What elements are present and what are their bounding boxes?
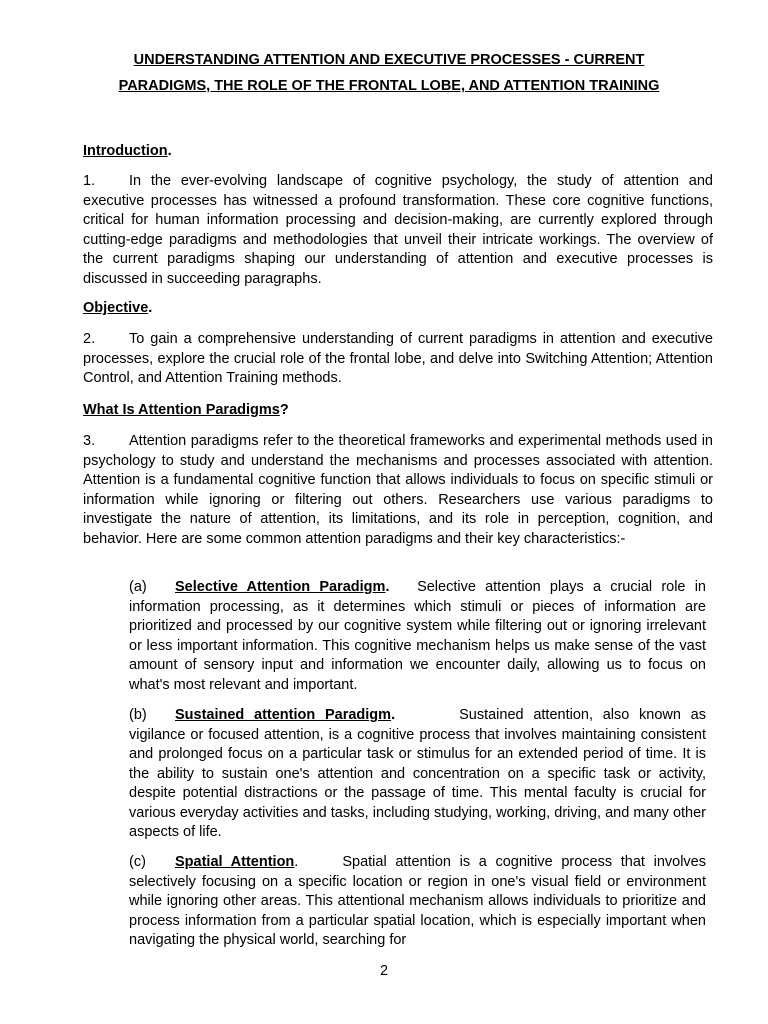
paragraph-3-text: Attention paradigms refer to the theoretical frameworks and experimental methods used in psychology to study and understand the mechanisms and processes associated with attention. Attention is a fundamental cognitive function that allows individuals to focus on specific stimuli or information while ignoring or filtering out others. Researchers use various paradigms to investigate the nature of attention, its limitations, and its role in perception, cognition, and behavior. Here are some common attention paradigms and their key characteristics:- bbox=[83, 433, 713, 547]
paragraph-3-number: 3. bbox=[83, 433, 96, 449]
objective-heading-text: Objective bbox=[83, 300, 149, 316]
paragraph-2-number: 2. bbox=[83, 331, 96, 347]
sub-item-b-text: Sustained attention, also known as vigilance or focused attention, is a cognitive process that involves maintaining consistent and prolonged focus on a particular task or stimulus for an extended period of time. It is the ability to sustain one's attention and concentration on a specific task or activity, despite potential distractions or the passage of time. This mental faculty is crucial for various everyday activities and tasks, including studying, working, driving, and many other aspects of life. bbox=[129, 707, 706, 840]
introduction-heading-punct: . bbox=[167, 143, 172, 159]
sub-item-c-punct: . bbox=[294, 854, 299, 870]
sub-item-a-heading: Selective Attention Paradigm bbox=[175, 579, 386, 595]
paradigms-heading bbox=[83, 402, 289, 418]
sub-item-c bbox=[129, 853, 706, 951]
objective-heading-punct: . bbox=[148, 300, 153, 316]
sub-item-b bbox=[129, 706, 706, 843]
document-title-line-1: UNDERSTANDING ATTENTION AND EXECUTIVE PROCESSES - CURRENT bbox=[133, 52, 645, 68]
sub-item-c-label: (c) bbox=[129, 854, 146, 870]
page-number: 2 bbox=[379, 963, 389, 979]
paragraph-1-text: In the ever-evolving landscape of cognitive psychology, the study of attention and executive processes has witnessed a profound transformation. These core cognitive functions, critical for human information processing and decision-making, are currently explored through cutting-edge paradigms and methodologies that unveil their intricate workings. The overview of the current paradigms shaping our understanding of attention and executive processes is discussed in succeeding paragraphs. bbox=[83, 173, 713, 287]
sub-item-b-label: (b) bbox=[129, 707, 147, 723]
sub-item-a-text: Selective attention plays a crucial role in information processing, as it determines which stimuli or pieces of information are prioritized and processed by our cognitive system while filtering out or ignoring irrelevant or less important information. This cognitive mechanism helps us make sense of the vast amount of sensory input and information we encounter daily, allowing us to focus on what's most relevant and important. bbox=[129, 579, 706, 693]
document-title-line-2: PARADIGMS, THE ROLE OF THE FRONTAL LOBE, AND ATTENTION TRAINING bbox=[118, 78, 660, 94]
sub-item-c-heading: Spatial Attention bbox=[175, 854, 295, 870]
sub-item-a-label: (a) bbox=[129, 579, 147, 595]
paradigms-heading-punct: ? bbox=[279, 402, 289, 418]
introduction-heading bbox=[83, 143, 172, 159]
paragraph-1-number: 1. bbox=[83, 173, 96, 189]
sub-item-a bbox=[129, 578, 706, 695]
paradigms-heading-text: What Is Attention Paradigms bbox=[83, 402, 280, 418]
sub-item-a-punct: . bbox=[385, 579, 390, 595]
paragraph-3 bbox=[83, 432, 713, 549]
paragraph-1 bbox=[83, 172, 713, 289]
sub-item-c-text: Spatial attention is a cognitive process that involves selectively focusing on a specific location or region in one's visual field or environment while ignoring other areas. This attentional mechanism allows individuals to prioritize and process information from a particular spatial location, which is especially important when navigating the physical world, searching for bbox=[129, 854, 707, 948]
paragraph-2-text: To gain a comprehensive understanding of current paradigms in attention and executive processes, explore the crucial role of the frontal lobe, and delve into Switching Attention; Attention Control, and Attention Training methods. bbox=[83, 331, 713, 386]
sub-item-b-punct: . bbox=[391, 707, 396, 723]
paragraph-2 bbox=[83, 330, 713, 389]
introduction-heading-text: Introduction bbox=[83, 143, 168, 159]
objective-heading bbox=[83, 300, 152, 316]
sub-item-b-heading: Sustained attention Paradigm bbox=[175, 707, 392, 723]
